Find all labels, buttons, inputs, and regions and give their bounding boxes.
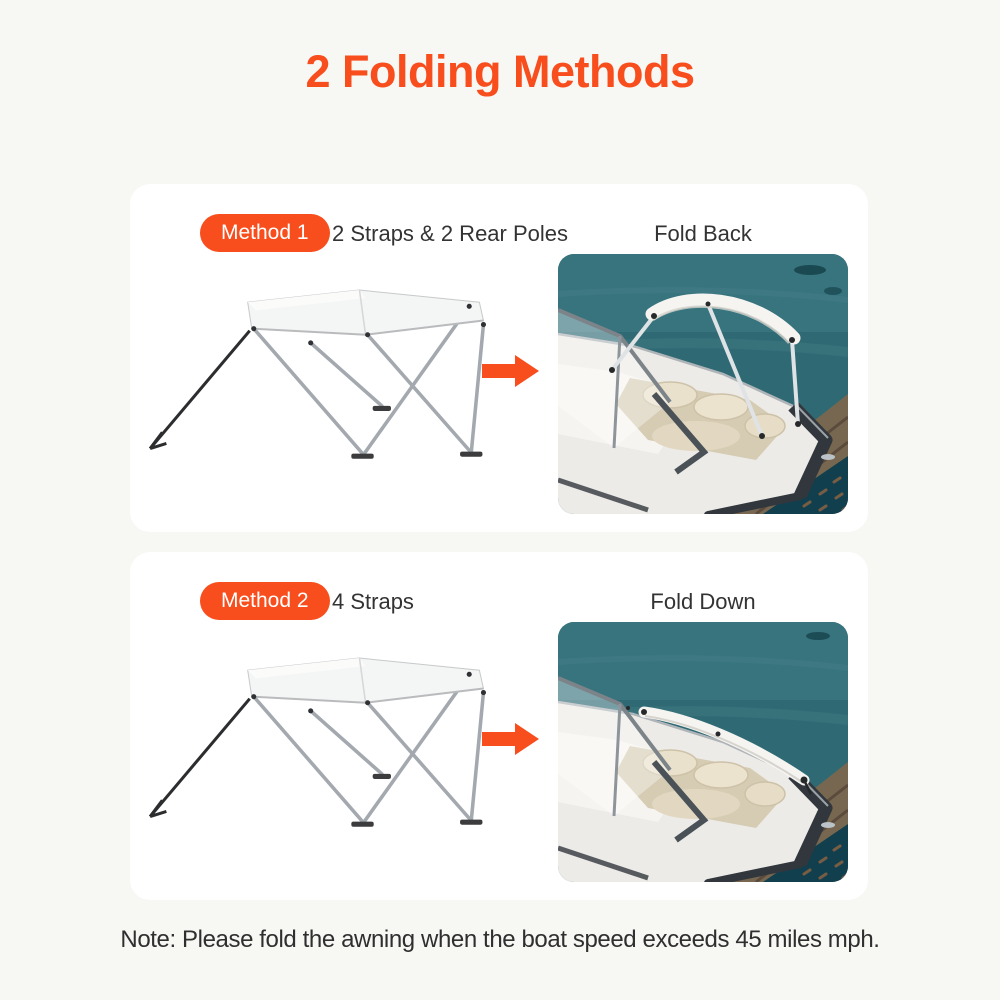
method-1-result-label: Fold Back	[654, 221, 752, 246]
method-2-description: 4 Straps	[332, 589, 414, 614]
bimini-frame-drawing	[142, 656, 518, 844]
method-2-badge: Method 2	[200, 582, 330, 620]
method-2-card	[130, 552, 868, 900]
note-text: Note: Please fold the awning when the boat speed exceeds 45 miles mph.	[120, 926, 880, 953]
boat-photo-fold-back	[558, 254, 848, 514]
method-1-description: 2 Straps & 2 Rear Poles	[332, 221, 569, 246]
bimini-frame-illustration	[142, 656, 518, 844]
bimini-frame-illustration	[142, 288, 518, 476]
method-2-result-label: Fold Down	[650, 589, 756, 614]
arrow-right-icon	[482, 722, 540, 756]
page-title: 2 Folding Methods	[305, 46, 695, 97]
arrow-right-icon	[482, 354, 540, 388]
boat-photo-fold-down	[558, 622, 848, 882]
method-1-badge: Method 1	[200, 214, 330, 252]
method-1-card	[130, 184, 868, 532]
bimini-frame-drawing	[142, 288, 518, 476]
